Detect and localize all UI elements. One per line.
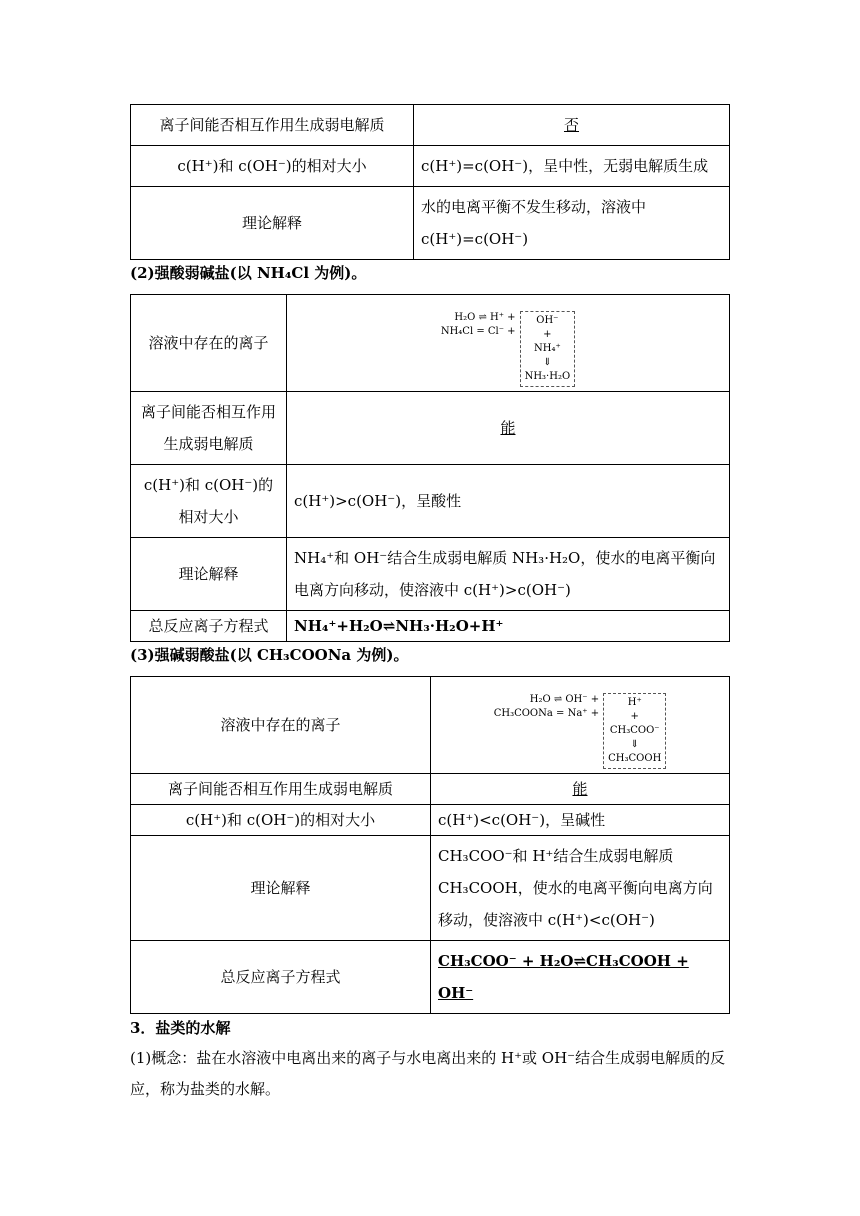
- diagram-eq1: H₂O ⇌ H⁺ +: [454, 312, 516, 323]
- row-label: 离子间能否相互作用生成弱电解质: [131, 774, 431, 805]
- row-value: 否: [414, 105, 730, 146]
- row-label: 离子间能否相互作用生成弱电解质: [131, 105, 414, 146]
- table-row: [131, 146, 730, 187]
- row-label: 理论解释: [131, 538, 287, 611]
- row-label: 总反应离子方程式: [131, 611, 287, 642]
- table-row: [131, 465, 730, 538]
- table-row: [131, 538, 730, 611]
- acid-salt-table: [130, 294, 730, 642]
- table-row: [131, 774, 730, 805]
- row-value: CH₃COO⁻和 H⁺结合生成弱电解质 CH₃COOH，使水的电离平衡向电离方向移动，使溶液中 c(H⁺)<c(OH⁻): [431, 836, 730, 941]
- row-label: 理论解释: [131, 836, 431, 941]
- table-row: [131, 941, 730, 1014]
- table-row: [131, 805, 730, 836]
- table-row: [131, 295, 730, 392]
- box-top: H⁺: [627, 697, 642, 708]
- heading-base-salt: (3)强碱弱酸盐(以 CH₃COONa 为例)。: [130, 646, 409, 664]
- row-label: 总反应离子方程式: [131, 941, 431, 1014]
- box-bottom: CH₃COOH: [608, 753, 662, 764]
- row-value: c(H⁺)<c(OH⁻)，呈碱性: [431, 805, 730, 836]
- row-label: c(H⁺)和 c(OH⁻)的相对大小: [131, 805, 431, 836]
- row-value: 能: [431, 774, 730, 805]
- diagram-eq2: NH₄Cl = Cl⁻ +: [440, 326, 516, 337]
- row-value: 能: [287, 392, 730, 465]
- row-value: c(H⁺)=c(OH⁻)，呈中性，无弱电解质生成: [414, 146, 730, 187]
- neutral-salt-table: [130, 104, 730, 260]
- document-page: [130, 104, 730, 1105]
- table-row: [131, 105, 730, 146]
- diagram-box: H⁺ + CH₃COO⁻ ⇓ CH₃COOH: [603, 693, 666, 769]
- diagram-eq2: CH₃COONa = Na⁺ +: [493, 708, 600, 719]
- table-row: [131, 677, 730, 774]
- row-value: NH₄⁺+H₂O⇌NH₃·H₂O+H⁺: [287, 611, 730, 642]
- diagram-box: OH⁻ + NH₄⁺ ⇓ NH₃·H₂O: [520, 311, 576, 387]
- ion-diagram: [287, 295, 730, 392]
- row-label: c(H⁺)和 c(OH⁻)的相对大小: [131, 465, 287, 538]
- row-value: NH₄⁺和 OH⁻结合生成弱电解质 NH₃·H₂O，使水的电离平衡向电离方向移动，使溶液中 c(H⁺)>c(OH⁻): [287, 538, 730, 611]
- heading-acid-salt: (2)强酸弱碱盐(以 NH₄Cl 为例)。: [130, 264, 367, 282]
- table-row: [131, 187, 730, 260]
- ion-diagram: [431, 677, 730, 774]
- row-label: 理论解释: [131, 187, 414, 260]
- row-value: CH₃COO⁻ + H₂O⇌CH₃COOH + OH⁻: [431, 941, 730, 1014]
- section-title: 3．盐类的水解: [130, 1019, 231, 1037]
- row-label: 离子间能否相互作用生成弱电解质: [131, 392, 287, 465]
- diagram-eq1: H₂O ⇌ OH⁻ +: [529, 694, 600, 705]
- box-bottom: NH₃·H₂O: [524, 371, 571, 382]
- row-label: c(H⁺)和 c(OH⁻)的相对大小: [131, 146, 414, 187]
- box-top: OH⁻: [536, 315, 559, 326]
- concept-paragraph: (1)概念：盐在水溶液中电离出来的离子与水电离出来的 H⁺或 OH⁻结合生成弱电解质的反应，称为盐类的水解。: [130, 1049, 726, 1098]
- row-value: c(H⁺)>c(OH⁻)，呈酸性: [287, 465, 730, 538]
- box-mid: NH₄⁺: [533, 343, 561, 354]
- table-row: [131, 611, 730, 642]
- row-label: 溶液中存在的离子: [131, 295, 287, 392]
- row-label: 溶液中存在的离子: [131, 677, 431, 774]
- table-row: [131, 836, 730, 941]
- table-row: [131, 392, 730, 465]
- row-value: 水的电离平衡不发生移动，溶液中 c(H⁺)=c(OH⁻): [414, 187, 730, 260]
- base-salt-table: [130, 676, 730, 1014]
- box-mid: CH₃COO⁻: [609, 725, 660, 736]
